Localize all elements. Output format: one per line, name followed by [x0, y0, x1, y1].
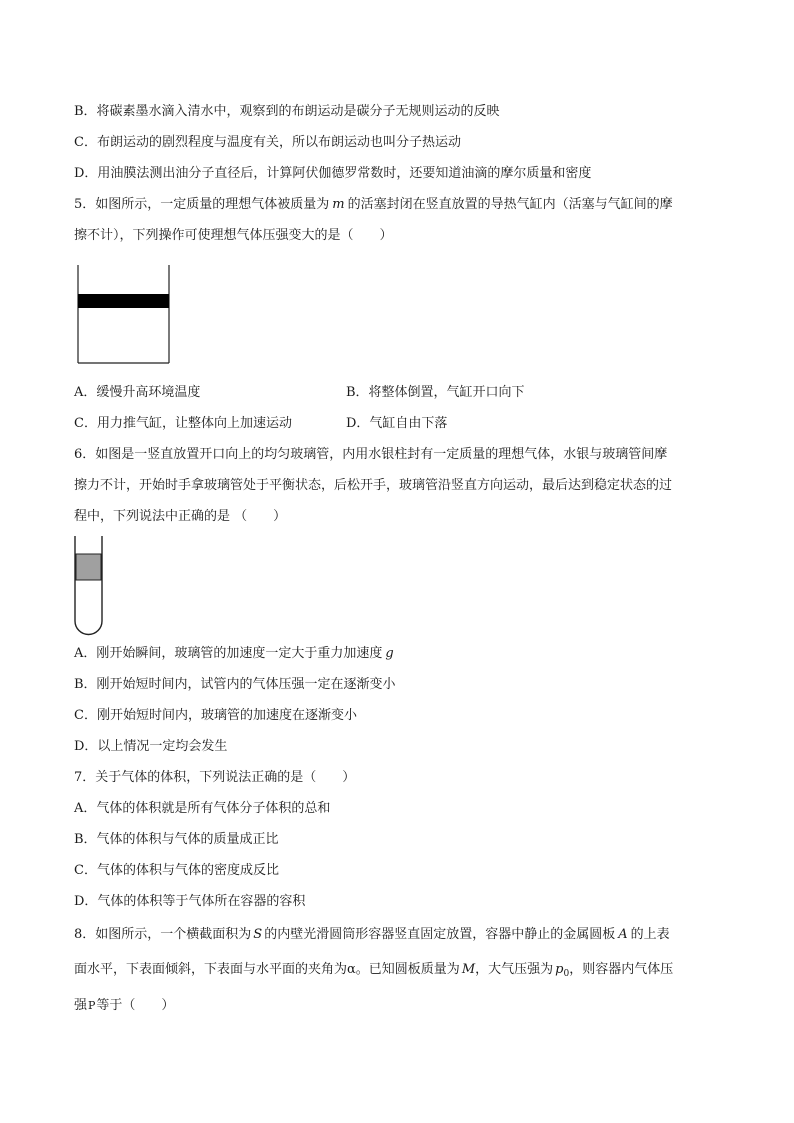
q8-stem-2c: ，大气压强为	[475, 962, 554, 977]
q6-option-b: B．刚开始短时间内，试管内的气体压强一定在逐渐变小	[74, 677, 396, 692]
q8-stem-line2	[74, 961, 673, 983]
q5-option-b: B．将整体倒置，气缸开口向下	[346, 385, 525, 400]
q7-stem: 7．关于气体的体积，下列说法正确的是（ ）	[74, 770, 356, 785]
q6-option-a	[74, 645, 394, 663]
glass-tube-figure	[72, 536, 106, 638]
q5-stem-a: 5．如图所示，一定质量的理想气体被质量为	[74, 197, 330, 212]
q6-option-d: D．以上情况一定均会发生	[74, 739, 228, 754]
q5-option-d: D．气缸自由下落	[346, 416, 448, 431]
q4-option-b: B．将碳素墨水滴入清水中，观察到的布朗运动是碳分子无规则运动的反映	[74, 104, 500, 119]
q6-option-a-text: A．刚开始瞬间，玻璃管的加速度一定大于重力加速度	[74, 646, 383, 661]
q7-option-d: D．气体的体积等于气体所在容器的容积	[74, 894, 306, 909]
q8-stem-2d: ，则容器内气体压	[569, 962, 674, 977]
q8-stem-1c: 的上表	[630, 927, 670, 942]
q8-stem-3a: 强	[74, 998, 88, 1013]
q8-stem-1b: 的内壁光滑圆筒形容器竖直固定放置，容器中静止的金属圆板	[264, 927, 616, 942]
q8-stem-2b: 。已知圆板质量为	[355, 962, 460, 977]
q6-stem-line1: 6．如图是一竖直放置开口向上的均匀玻璃管，内用水银柱封有一定质量的理想气体，水银与玻璃管间摩	[74, 447, 668, 462]
q8-stem-2a: 面水平，下表面倾斜，下表面与水平面的夹角为	[74, 962, 348, 977]
q8-var-s: S	[253, 927, 263, 942]
q5-stem-b: 的活塞封闭在竖直放置的导热气缸内（活塞与气缸间的摩	[347, 197, 673, 212]
q6-var-g: g	[385, 646, 394, 661]
q8-stem-line1	[74, 926, 670, 944]
q7-option-b: B．气体的体积与气体的质量成正比	[74, 832, 279, 847]
q7-option-a: A．气体的体积就是所有气体分子体积的总和	[74, 801, 331, 816]
q8-var-p-upper: P	[88, 999, 96, 1012]
q4-option-c: C．布朗运动的剧烈程度与温度有关，所以布朗运动也叫分子热运动	[74, 135, 461, 150]
q6-stem-line3: 程中，下列说法中正确的是 （ ）	[74, 509, 287, 524]
q5-option-a: A．缓慢升高环境温度	[74, 385, 201, 400]
q4-option-d: D．用油膜法测出油分子直径后，计算阿伏伽德罗常数时，还要知道油滴的摩尔质量和密度	[74, 166, 592, 181]
q8-var-p-subscript: 0	[563, 969, 570, 979]
q8-var-p: p	[555, 962, 564, 977]
q8-var-alpha: α	[347, 962, 356, 977]
q5-stem-line2: 擦不计），下列操作可使理想气体压强变大的是（ ）	[74, 228, 393, 243]
q8-stem-line3	[74, 997, 174, 1015]
q6-option-c: C．刚开始短时间内，玻璃管的加速度在逐渐变小	[74, 708, 357, 723]
q5-var-m: m	[332, 197, 345, 212]
cylinder-piston-figure	[74, 265, 174, 365]
q8-var-m: M	[461, 962, 476, 977]
q7-option-c: C．气体的体积与气体的密度成反比	[74, 863, 279, 878]
q8-stem-3b: 等于（ ）	[96, 998, 175, 1013]
q5-option-c: C．用力推气缸，让整体向上加速运动	[74, 416, 292, 431]
q5-stem-line1	[74, 196, 673, 214]
q8-stem-1a: 8．如图所示，一个横截面积为	[74, 927, 252, 942]
q8-var-a: A	[618, 927, 628, 942]
q6-stem-line2: 擦力不计，开始时手拿玻璃管处于平衡状态，后松开手，玻璃管沿竖直方向运动，最后达到稳定状态的过	[74, 478, 673, 493]
